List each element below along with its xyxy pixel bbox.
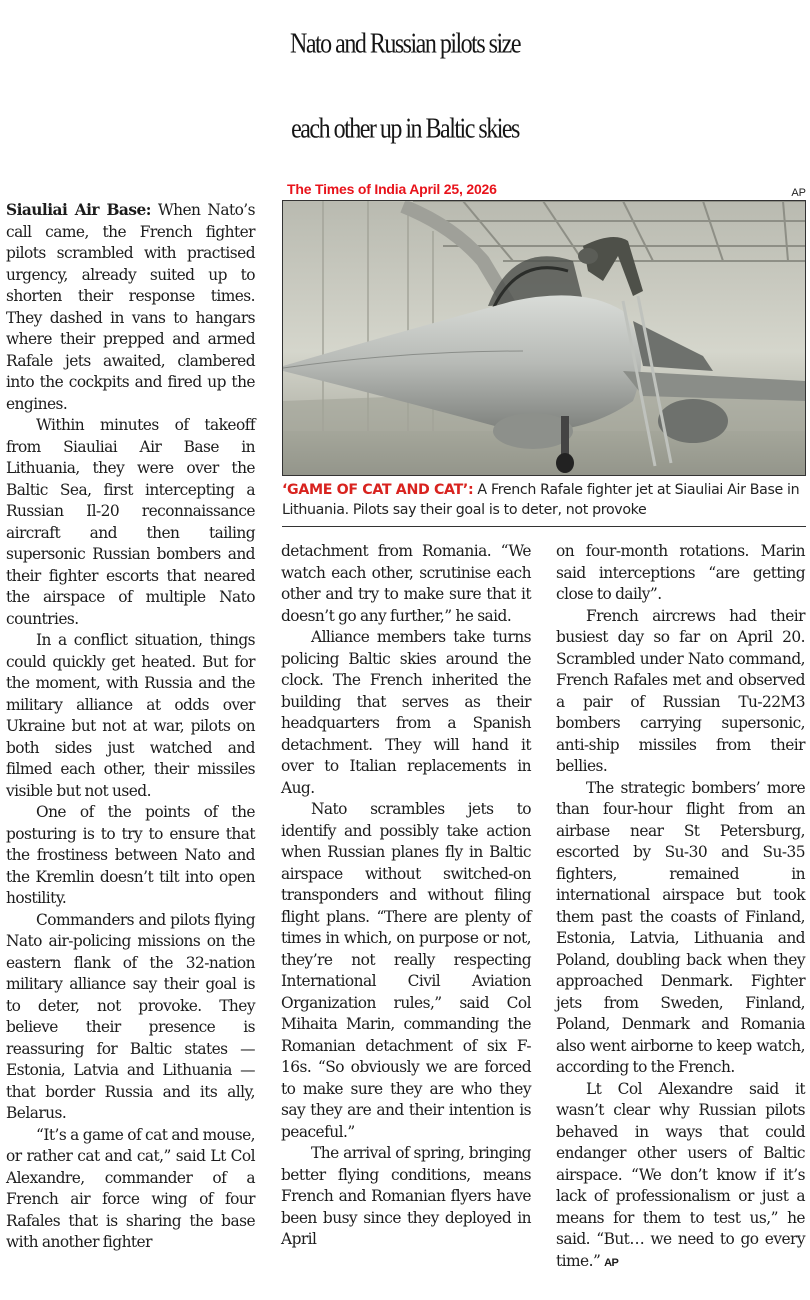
headline-line-2: each other up in Baltic skies: [291, 114, 519, 145]
caption-text: A French Rafale fighter jet at Siauliai Air Base in Lithuania. Pilots say their goal is to deter, not provoke: [282, 482, 800, 518]
photo-credit: AP: [791, 187, 806, 199]
article-paragraph: [6, 200, 255, 415]
headline: [0, 2, 810, 172]
article-lead-in: Siauliai Air Base:: [6, 201, 151, 219]
article-column-3: [556, 541, 805, 1274]
photo-caption: [282, 480, 806, 527]
headline-line-1: Nato and Russian pilots size: [290, 29, 520, 60]
rafale-hangar-illustration: [283, 201, 805, 475]
article-paragraph: Commanders and pilots flying Nato air-policing missions on the eastern flank of the 32-nation military alliance say their goal is to deter, not provoke. They believe their presence is reassuring for Baltic states — Estonia, Latvia and Lithuania — that border Russia and its ally, Belarus.: [6, 910, 255, 1122]
article-column-1: [6, 200, 255, 1254]
article-paragraph: One of the points of the posturing is to try to ensure that the frostiness between Nato and the Kremlin doesn’t tilt into open hostility.: [6, 803, 255, 907]
article-paragraph-text: When Nato’s call came, the French fighter pilots scrambled with practised urgency, already suited up to shorten their response times. They dashed in vans to hangars where their prepped and armed Rafale jets awaited, clambered into the cockpits and fired up the engines.: [6, 201, 255, 413]
end-credit: AP: [604, 1256, 619, 1269]
rafale-jet-photo: [282, 200, 806, 476]
caption-kicker: ‘GAME OF CAT AND CAT’:: [282, 482, 474, 498]
article-paragraph: In a conflict situation, things could quickly get heated. But for the moment, with Russia and the military alliance at odds over Ukraine but not at war, pilots on both sides just watched and filmed each other, their missiles visible but not used.: [6, 631, 255, 800]
article-paragraph: The arrival of spring, bringing better flying conditions, means French and Romanian flyers have been busy since they deployed in April: [281, 1144, 531, 1248]
article-paragraph: Alliance members take turns policing Baltic skies around the clock. The French inherited the building that serves as their headquarters from a Spanish detachment. They will hand it over to Italian replacements in Aug.: [281, 628, 531, 797]
article-paragraph: The strategic bombers’ more than four-hour flight from an airbase near St Petersburg, escorted by Su-30 and Su-35 fighters, remained in international airspace but took them past the coasts of Finland, Estonia, Latvia, Lithuania and Poland, doubling back when they approached Denmark. Fighter jets from Sweden, Finland, Poland, Denmark and Romania also went airborne to keep watch, according to the French.: [556, 778, 805, 1076]
article-paragraph: French aircrews had their busiest day so far on April 20. Scrambled under Nato command, French Rafales met and observed a pair of Russian Tu-22M3 bombers carrying supersonic, anti-ship missiles from their bellies.: [556, 606, 805, 775]
article-column-2: [281, 541, 531, 1251]
article-paragraph: on four-month rotations. Marin said interceptions “are getting close to daily”.: [556, 542, 805, 603]
article-paragraph-text: Lt Col Alexandre said it wasn’t clear why Russian pilots behaved in ways that could endanger other users of Baltic airspace. “We don’t know if it’s lack of professionalism or just a means for them to test us,” he said. “But… we need to go every time.”: [556, 1079, 805, 1270]
article-paragraph: detachment from Romania. “We watch each other, scrutinise each other and try to make sure that it doesn’t go any further,” he said.: [281, 542, 531, 625]
article-paragraph: Nato scrambles jets to identify and possibly take action when Russian planes fly in Baltic airspace without switched-on transponders and without filing flight plans. “There are plenty of times in which, on purpose or not, they’re not really respecting International Civil Aviation Organization rules,” said Col Mihaita Marin, commanding the Romanian detachment of six F-16s. “So obviously we are forced to make sure they are who they say they are and their intention is peaceful.”: [281, 800, 531, 1141]
article-paragraph: “It’s a game of cat and mouse, or rather cat and cat,” said Lt Col Alexandre, commander of a French air force wing of four Rafales that is sharing the base with another fighter: [6, 1125, 255, 1251]
article-paragraph: [556, 1079, 805, 1275]
article-paragraph: Within minutes of takeoff from Siauliai Air Base in Lithuania, they were over the Baltic Sea, first intercepting a Russian Il-20 reconnaissance aircraft and then tailing supersonic Russian bombers and their fighter escorts that neared the airspace of multiple Nato countries.: [6, 416, 255, 628]
publication-dateline: The Times of India April 25, 2026: [287, 181, 497, 197]
